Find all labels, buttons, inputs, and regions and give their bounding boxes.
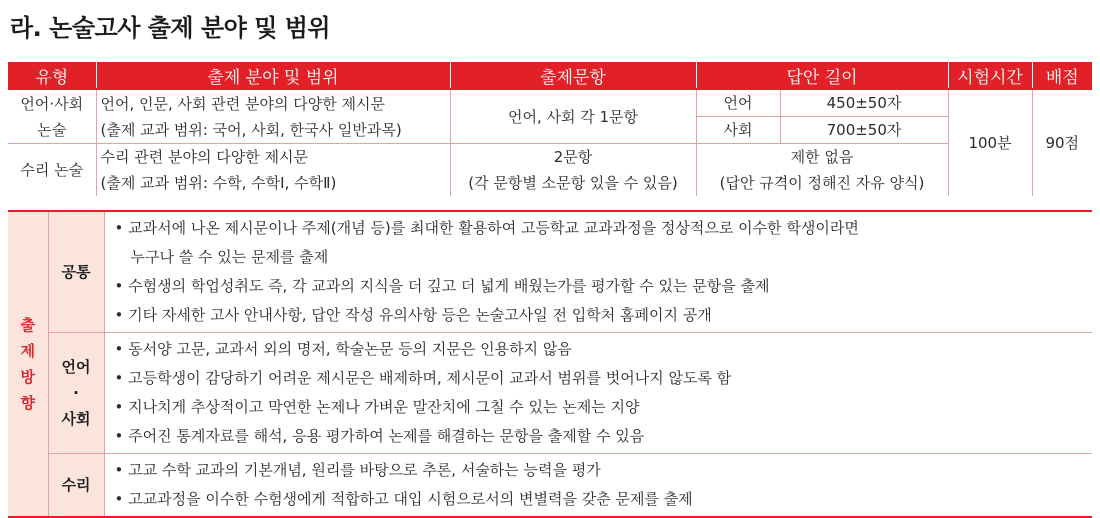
header-time: 시험시간 xyxy=(948,62,1032,89)
answer-length: 450±50자 xyxy=(780,89,948,117)
list-item: • 고교과정을 이수한 수험생에게 적합하고 대입 시험으로서의 변별력을 갖춘 문제를 출제 xyxy=(114,490,693,508)
list-item: • 지나치게 추상적이고 막연한 논제나 가벼운 말잔치에 그칠 수 있는 논제는 지양 xyxy=(114,398,640,416)
list-item: • 고교 수학 교과의 기본개념, 원리를 바탕으로 추론, 서술하는 능력을 평가 xyxy=(114,461,601,479)
items-text: 2문항 xyxy=(553,148,593,166)
scope-text: 언어, 인문, 사회 관련 분야의 다양한 제시문 xyxy=(100,94,385,113)
scope-cell xyxy=(96,89,450,144)
scope-cell xyxy=(96,144,450,197)
direction-label xyxy=(8,212,48,517)
answer-length: 700±50자 xyxy=(780,117,948,144)
list-item: • 교과서에 나온 제시문이나 주제(개념 등)를 최대한 활용하여 고등학교 교과과정을 정상적으로 이수한 학생이라면 xyxy=(114,219,859,237)
type-cell: 수리 논술 xyxy=(8,144,96,197)
exam-direction-table xyxy=(8,212,1092,518)
direction-label-char: 출 xyxy=(20,316,35,334)
table-header-row xyxy=(8,62,1092,89)
list-item: • 고등학생이 감당하기 어려운 제시문은 배제하며, 제시문이 교과서 범위를 벗어나지 않도록 함 xyxy=(114,369,732,387)
table-row xyxy=(8,454,1092,518)
type-label: 논술 xyxy=(37,120,67,139)
direction-label-char: 향 xyxy=(20,394,35,412)
scope-text: (출제 교과 범위: 국어, 사회, 한국사 일반과목) xyxy=(100,120,402,139)
section-label-text: 언어 xyxy=(61,358,91,376)
table-row xyxy=(8,212,1092,333)
answer-cell xyxy=(696,144,948,197)
answer-subject: 사회 xyxy=(696,117,780,144)
section-content-common xyxy=(104,212,1092,333)
exam-scope-table xyxy=(8,62,1092,196)
section-label-text: · xyxy=(73,384,79,402)
header-type: 유형 xyxy=(8,62,96,89)
section-label-language-social xyxy=(48,333,104,454)
direction-label-char: 제 xyxy=(20,342,35,360)
table-row xyxy=(8,89,1092,117)
answer-text: 제한 없음 xyxy=(790,148,854,166)
scope-text: 수리 관련 분야의 다양한 제시문 xyxy=(100,148,308,166)
list-item: • 주어진 통계자료를 해석, 응용 평가하여 논제를 해결하는 문항을 출제할 수 있음 xyxy=(114,427,645,445)
header-score: 배점 xyxy=(1032,62,1092,89)
direction-label-char: 방 xyxy=(20,368,35,386)
table-row xyxy=(8,333,1092,454)
section-content-language-social xyxy=(104,333,1092,454)
score-cell: 90점 xyxy=(1045,134,1080,152)
answer-text: (답안 규격이 정해진 자유 양식) xyxy=(719,174,925,192)
section-label-text: 사회 xyxy=(61,410,91,428)
scope-text: (출제 교과 범위: 수학, 수학Ⅰ, 수학Ⅱ) xyxy=(100,174,337,192)
items-cell: 언어, 사회 각 1문항 xyxy=(450,89,696,144)
answer-subject: 언어 xyxy=(696,89,780,117)
list-item: • 수험생의 학업성취도 즉, 각 교과의 지식을 더 깊고 더 넓게 배웠는가를 평가할 수 있는 문항을 출제 xyxy=(114,277,770,295)
type-label: 언어·사회 xyxy=(20,94,84,113)
section-title: 라. 논술고사 출제 분야 및 범위 xyxy=(10,14,331,42)
header-answer-length: 답안 길이 xyxy=(696,62,948,89)
items-cell xyxy=(450,144,696,197)
time-cell: 100분 xyxy=(948,89,1032,196)
header-scope: 출제 분야 및 범위 xyxy=(96,62,450,89)
header-items: 출제문항 xyxy=(450,62,696,89)
items-text: (각 문항별 소문항 있을 수 있음) xyxy=(468,174,678,192)
section-label-common: 공통 xyxy=(48,212,104,333)
list-item: • 기타 자세한 고사 안내사항, 답안 작성 유의사항 등은 논술고사일 전 입학처 홈페이지 공개 xyxy=(114,306,712,324)
type-cell xyxy=(8,89,96,144)
list-item: 누구나 쓸 수 있는 문제를 출제 xyxy=(130,248,329,266)
list-item: • 동서양 고문, 교과서 외의 명저, 학술논문 등의 지문은 인용하지 않음 xyxy=(114,340,572,358)
section-label-math: 수리 xyxy=(48,454,104,518)
section-content-math xyxy=(104,454,1092,518)
